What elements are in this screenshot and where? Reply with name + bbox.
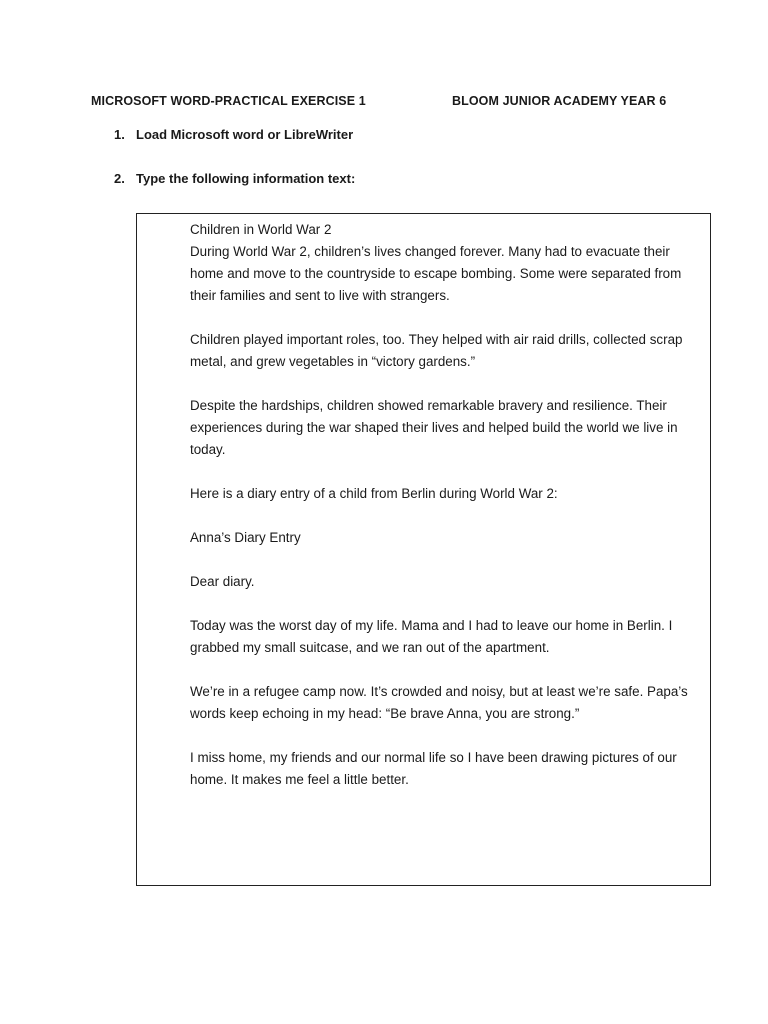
paragraph-diary-intro: Here is a diary entry of a child from Berlin during World War 2:: [190, 486, 558, 501]
diary-paragraph-1: Today was the worst day of my life. Mama and I had to leave our home in Berlin. I grabbed my small suitcase, and we ran out of the apartment.: [190, 618, 673, 655]
paragraph-resilience: Despite the hardships, children showed remarkable bravery and resilience. Their experiences during the war shaped their lives and helped build the world we live in today.: [190, 398, 678, 457]
paragraph-text: During World War 2, children’s lives changed forever. Many had to evacuate their home and move to the countryside to escape bombing. Some were separated from their families and sent to live with strangers.: [190, 244, 682, 303]
paragraph-roles: Children played important roles, too. They helped with air raid drills, collected scrap metal, and grew vegetables in “victory gardens.”: [190, 332, 683, 369]
instruction-text: Type the following information text:: [136, 171, 356, 186]
instruction-text: Load Microsoft word or LibreWriter: [136, 127, 354, 142]
instruction-item-2: [114, 171, 355, 186]
intro-paragraph: [190, 219, 706, 307]
diary-paragraph-2: We’re in a refugee camp now. It’s crowded and noisy, but at least we’re safe. Papa’s words keep echoing in my head: “Be brave Anna, you are strong.”: [190, 684, 688, 721]
diary-title: Anna’s Diary Entry: [190, 530, 301, 545]
instruction-item-1: [114, 127, 353, 142]
school-class-label: BLOOM JUNIOR ACADEMY YEAR 6: [452, 94, 667, 108]
information-text-content: [190, 219, 706, 813]
exercise-title: MICROSOFT WORD-PRACTICAL EXERCISE 1: [91, 94, 366, 108]
information-text-box: [136, 213, 711, 886]
instruction-number: 1.: [114, 127, 125, 142]
diary-paragraph-3: I miss home, my friends and our normal life so I have been drawing pictures of our home. It makes me feel a little better.: [190, 750, 677, 787]
instruction-number: 2.: [114, 171, 125, 186]
diary-greeting: Dear diary.: [190, 574, 255, 589]
text-title: Children in World War 2: [190, 222, 332, 237]
